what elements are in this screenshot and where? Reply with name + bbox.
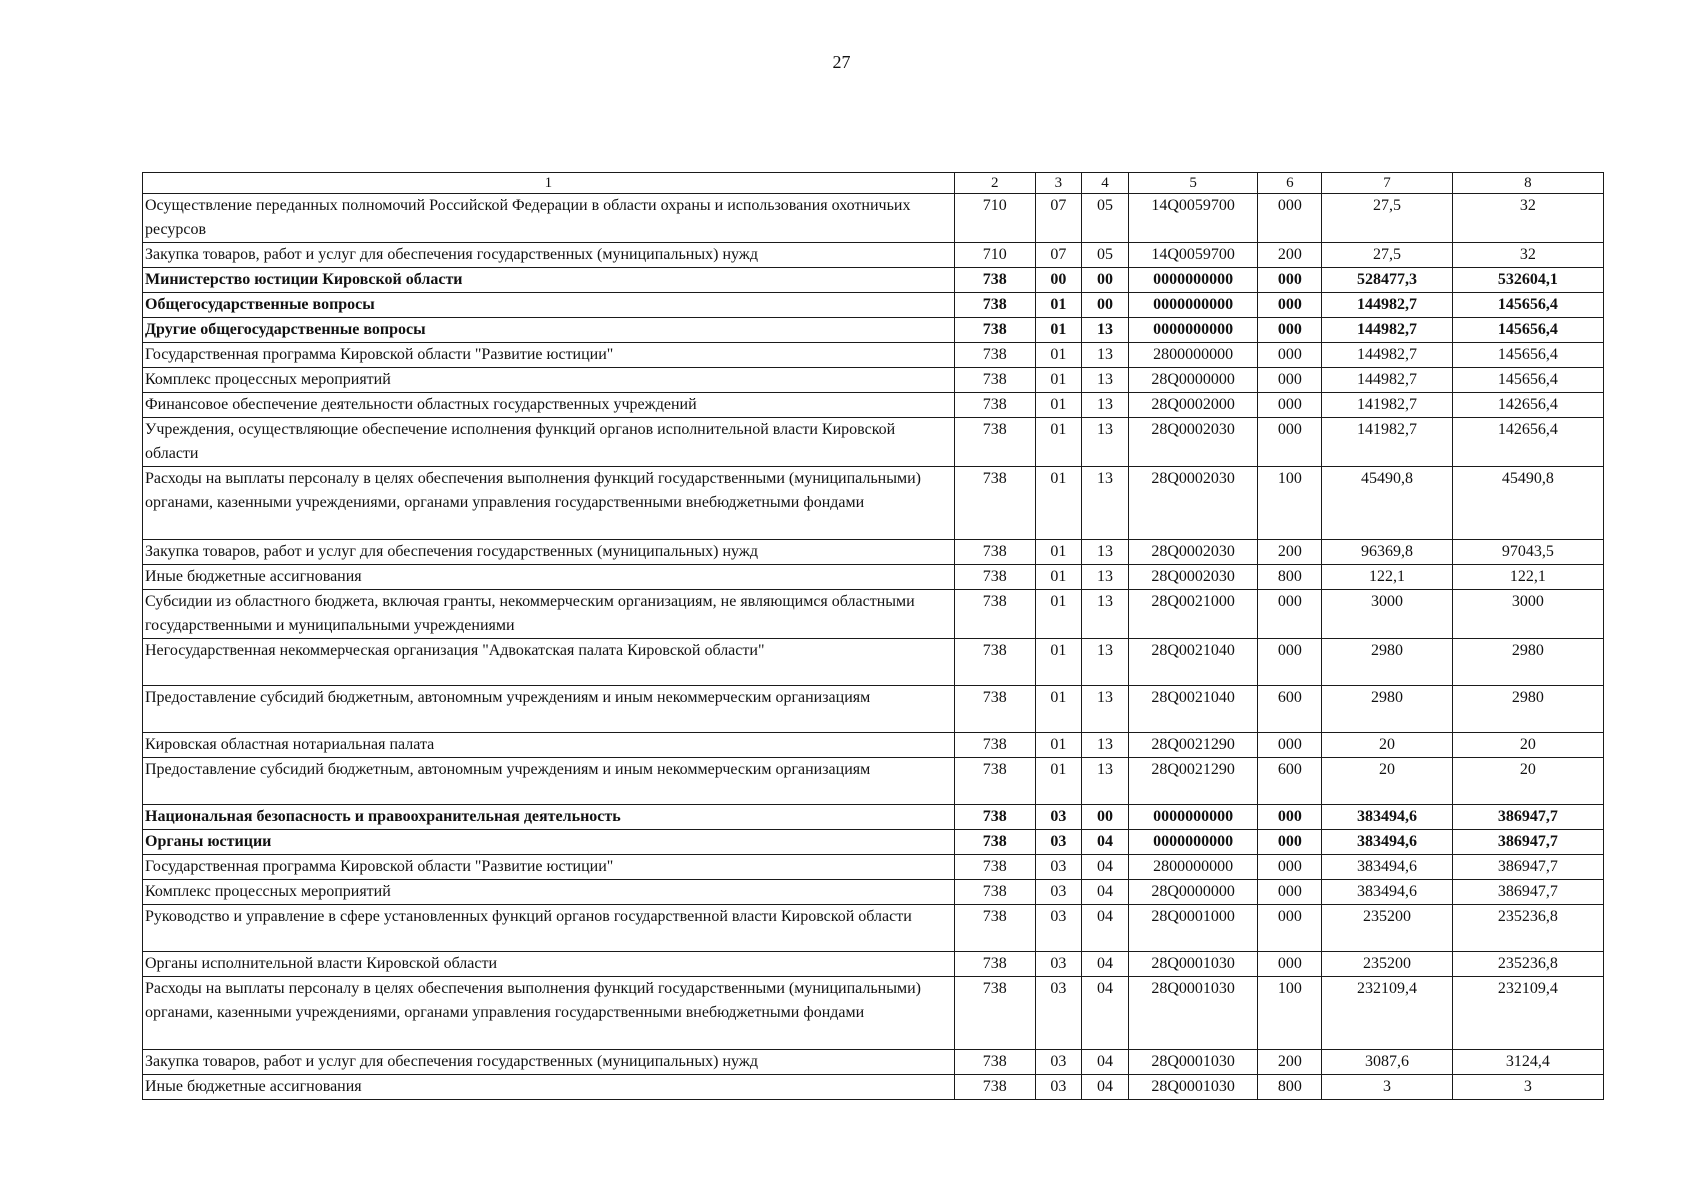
- row-value-cell: 0000000000: [1129, 830, 1258, 855]
- row-name-cell: Закупка товаров, работ и услуг для обеспечения государственных (муниципальных) нужд: [143, 540, 955, 565]
- row-name-cell: Осуществление переданных полномочий Российской Федерации в области охраны и использования охотничьих ресурсов: [143, 194, 955, 243]
- row-value-cell: 386947,7: [1452, 880, 1603, 905]
- row-value-cell: 145656,4: [1452, 293, 1603, 318]
- row-value-cell: 03: [1035, 855, 1081, 880]
- row-value-cell: 144982,7: [1322, 343, 1452, 368]
- row-value-cell: 01: [1035, 343, 1081, 368]
- row-name-cell: Субсидии из областного бюджета, включая гранты, некоммерческим организациям, не являющимся областными государственными и муниципальными учреждениями: [143, 590, 955, 639]
- row-value-cell: 01: [1035, 639, 1081, 686]
- row-value-cell: 28Q0021040: [1129, 639, 1258, 686]
- row-value-cell: 00: [1081, 268, 1128, 293]
- row-value-cell: 20: [1322, 733, 1452, 758]
- row-value-cell: 45490,8: [1452, 467, 1603, 540]
- table-row: [143, 418, 1604, 467]
- header-row: [143, 173, 1604, 194]
- row-value-cell: 27,5: [1322, 243, 1452, 268]
- table-row: [143, 952, 1604, 977]
- table-row: [143, 343, 1604, 368]
- row-name-cell: Общегосударственные вопросы: [143, 293, 955, 318]
- header-cell: 1: [143, 173, 955, 194]
- row-value-cell: 04: [1081, 830, 1128, 855]
- row-value-cell: 145656,4: [1452, 343, 1603, 368]
- row-value-cell: 01: [1035, 393, 1081, 418]
- row-value-cell: 13: [1081, 343, 1128, 368]
- row-value-cell: 01: [1035, 590, 1081, 639]
- row-value-cell: 122,1: [1452, 565, 1603, 590]
- table-row: [143, 1050, 1604, 1075]
- row-value-cell: 738: [954, 830, 1035, 855]
- table-row: [143, 1075, 1604, 1100]
- row-name-cell: Предоставление субсидий бюджетным, автономным учреждениям и иным некоммерческим организациям: [143, 758, 955, 805]
- row-value-cell: 28Q0021000: [1129, 590, 1258, 639]
- table-row: [143, 686, 1604, 733]
- table-row: [143, 880, 1604, 905]
- row-value-cell: 03: [1035, 1050, 1081, 1075]
- row-value-cell: 14Q0059700: [1129, 243, 1258, 268]
- header-cell: 3: [1035, 173, 1081, 194]
- row-value-cell: 232109,4: [1452, 977, 1603, 1050]
- row-value-cell: 01: [1035, 318, 1081, 343]
- row-value-cell: 383494,6: [1322, 880, 1452, 905]
- row-value-cell: 13: [1081, 733, 1128, 758]
- row-value-cell: 20: [1322, 758, 1452, 805]
- row-value-cell: 28Q0000000: [1129, 880, 1258, 905]
- row-value-cell: 45490,8: [1322, 467, 1452, 540]
- row-value-cell: 00: [1081, 293, 1128, 318]
- row-value-cell: 383494,6: [1322, 805, 1452, 830]
- row-value-cell: 32: [1452, 194, 1603, 243]
- row-value-cell: 28Q0021290: [1129, 758, 1258, 805]
- row-value-cell: 00: [1081, 805, 1128, 830]
- row-name-cell: Государственная программа Кировской области "Развитие юстиции": [143, 343, 955, 368]
- header-cell: 5: [1129, 173, 1258, 194]
- row-value-cell: 738: [954, 905, 1035, 952]
- row-value-cell: 738: [954, 977, 1035, 1050]
- row-value-cell: 738: [954, 393, 1035, 418]
- row-value-cell: 000: [1258, 194, 1322, 243]
- row-value-cell: 04: [1081, 880, 1128, 905]
- row-value-cell: 13: [1081, 590, 1128, 639]
- row-value-cell: 01: [1035, 293, 1081, 318]
- row-value-cell: 03: [1035, 830, 1081, 855]
- row-value-cell: 28Q0021290: [1129, 733, 1258, 758]
- header-cell: 2: [954, 173, 1035, 194]
- row-value-cell: 235200: [1322, 905, 1452, 952]
- row-value-cell: 01: [1035, 686, 1081, 733]
- row-value-cell: 28Q0002030: [1129, 540, 1258, 565]
- row-name-cell: Учреждения, осуществляющие обеспечение исполнения функций органов исполнительной власти Кировской области: [143, 418, 955, 467]
- row-value-cell: 13: [1081, 368, 1128, 393]
- row-value-cell: 03: [1035, 905, 1081, 952]
- row-value-cell: 235236,8: [1452, 952, 1603, 977]
- row-name-cell: Кировская областная нотариальная палата: [143, 733, 955, 758]
- row-value-cell: 800: [1258, 1075, 1322, 1100]
- row-value-cell: 000: [1258, 830, 1322, 855]
- row-value-cell: 000: [1258, 318, 1322, 343]
- row-value-cell: 738: [954, 733, 1035, 758]
- row-value-cell: 383494,6: [1322, 830, 1452, 855]
- row-value-cell: 3000: [1452, 590, 1603, 639]
- row-name-cell: Государственная программа Кировской области "Развитие юстиции": [143, 855, 955, 880]
- row-value-cell: 2980: [1322, 639, 1452, 686]
- row-value-cell: 28Q0001030: [1129, 1050, 1258, 1075]
- row-value-cell: 13: [1081, 686, 1128, 733]
- row-value-cell: 20: [1452, 758, 1603, 805]
- header-cell: 8: [1452, 173, 1603, 194]
- row-name-cell: Другие общегосударственные вопросы: [143, 318, 955, 343]
- row-value-cell: 0000000000: [1129, 318, 1258, 343]
- row-value-cell: 28Q0001030: [1129, 952, 1258, 977]
- row-value-cell: 528477,3: [1322, 268, 1452, 293]
- row-value-cell: 04: [1081, 1075, 1128, 1100]
- row-value-cell: 738: [954, 1050, 1035, 1075]
- row-name-cell: Органы юстиции: [143, 830, 955, 855]
- row-value-cell: 738: [954, 686, 1035, 733]
- row-value-cell: 3124,4: [1452, 1050, 1603, 1075]
- row-value-cell: 2980: [1322, 686, 1452, 733]
- row-value-cell: 000: [1258, 418, 1322, 467]
- row-value-cell: 3087,6: [1322, 1050, 1452, 1075]
- row-value-cell: 01: [1035, 418, 1081, 467]
- row-value-cell: 235236,8: [1452, 905, 1603, 952]
- row-value-cell: 04: [1081, 952, 1128, 977]
- table-row: [143, 393, 1604, 418]
- row-value-cell: 000: [1258, 805, 1322, 830]
- row-value-cell: 04: [1081, 905, 1128, 952]
- row-value-cell: 383494,6: [1322, 855, 1452, 880]
- row-value-cell: 200: [1258, 1050, 1322, 1075]
- row-value-cell: 03: [1035, 952, 1081, 977]
- row-value-cell: 710: [954, 243, 1035, 268]
- row-value-cell: 01: [1035, 733, 1081, 758]
- row-name-cell: Закупка товаров, работ и услуг для обеспечения государственных (муниципальных) нужд: [143, 243, 955, 268]
- row-value-cell: 13: [1081, 758, 1128, 805]
- page-number: 27: [832, 52, 851, 72]
- row-value-cell: 97043,5: [1452, 540, 1603, 565]
- row-value-cell: 738: [954, 855, 1035, 880]
- table-row: [143, 293, 1604, 318]
- row-value-cell: 232109,4: [1322, 977, 1452, 1050]
- row-value-cell: 100: [1258, 977, 1322, 1050]
- row-value-cell: 32: [1452, 243, 1603, 268]
- row-value-cell: 738: [954, 268, 1035, 293]
- row-value-cell: 000: [1258, 639, 1322, 686]
- table-row: [143, 194, 1604, 243]
- row-value-cell: 27,5: [1322, 194, 1452, 243]
- row-value-cell: 000: [1258, 905, 1322, 952]
- table-row: [143, 368, 1604, 393]
- table-row: [143, 565, 1604, 590]
- table-row: [143, 977, 1604, 1050]
- row-name-cell: Министерство юстиции Кировской области: [143, 268, 955, 293]
- row-value-cell: 04: [1081, 977, 1128, 1050]
- row-value-cell: 800: [1258, 565, 1322, 590]
- row-value-cell: 28Q0002030: [1129, 467, 1258, 540]
- table-row: [143, 905, 1604, 952]
- budget-table: [142, 172, 1604, 1100]
- row-value-cell: 96369,8: [1322, 540, 1452, 565]
- row-name-cell: Руководство и управление в сфере установленных функций органов государственной власти Кировской области: [143, 905, 955, 952]
- row-value-cell: 05: [1081, 243, 1128, 268]
- row-value-cell: 738: [954, 590, 1035, 639]
- row-value-cell: 142656,4: [1452, 393, 1603, 418]
- row-value-cell: 738: [954, 293, 1035, 318]
- row-value-cell: 2800000000: [1129, 343, 1258, 368]
- row-value-cell: 145656,4: [1452, 318, 1603, 343]
- table-row: [143, 318, 1604, 343]
- row-value-cell: 0000000000: [1129, 268, 1258, 293]
- row-value-cell: 13: [1081, 639, 1128, 686]
- row-value-cell: 141982,7: [1322, 418, 1452, 467]
- header-cell: 6: [1258, 173, 1322, 194]
- row-value-cell: 386947,7: [1452, 830, 1603, 855]
- row-value-cell: 2980: [1452, 639, 1603, 686]
- row-value-cell: 532604,1: [1452, 268, 1603, 293]
- table-body: [143, 194, 1604, 1100]
- row-value-cell: 3: [1452, 1075, 1603, 1100]
- row-name-cell: Комплекс процессных мероприятий: [143, 368, 955, 393]
- row-value-cell: 04: [1081, 855, 1128, 880]
- row-value-cell: 386947,7: [1452, 855, 1603, 880]
- row-value-cell: 00: [1035, 268, 1081, 293]
- row-value-cell: 2980: [1452, 686, 1603, 733]
- row-value-cell: 100: [1258, 467, 1322, 540]
- row-value-cell: 28Q0002030: [1129, 565, 1258, 590]
- table-row: [143, 243, 1604, 268]
- row-value-cell: 000: [1258, 393, 1322, 418]
- row-value-cell: 000: [1258, 268, 1322, 293]
- row-value-cell: 738: [954, 758, 1035, 805]
- row-value-cell: 0000000000: [1129, 805, 1258, 830]
- row-value-cell: 738: [954, 318, 1035, 343]
- row-value-cell: 07: [1035, 243, 1081, 268]
- row-value-cell: 144982,7: [1322, 368, 1452, 393]
- row-value-cell: 738: [954, 880, 1035, 905]
- table-row: [143, 540, 1604, 565]
- row-value-cell: 386947,7: [1452, 805, 1603, 830]
- table-row: [143, 590, 1604, 639]
- row-value-cell: 13: [1081, 393, 1128, 418]
- row-value-cell: 01: [1035, 758, 1081, 805]
- row-name-cell: Иные бюджетные ассигнования: [143, 1075, 955, 1100]
- row-value-cell: 000: [1258, 293, 1322, 318]
- row-value-cell: 13: [1081, 565, 1128, 590]
- row-name-cell: Национальная безопасность и правоохранительная деятельность: [143, 805, 955, 830]
- row-value-cell: 01: [1035, 540, 1081, 565]
- row-value-cell: 03: [1035, 880, 1081, 905]
- table-row: [143, 733, 1604, 758]
- row-value-cell: 600: [1258, 686, 1322, 733]
- row-name-cell: Закупка товаров, работ и услуг для обеспечения государственных (муниципальных) нужд: [143, 1050, 955, 1075]
- table-row: [143, 467, 1604, 540]
- table-row: [143, 805, 1604, 830]
- row-value-cell: 3000: [1322, 590, 1452, 639]
- row-value-cell: 28Q0021040: [1129, 686, 1258, 733]
- row-value-cell: 738: [954, 805, 1035, 830]
- row-value-cell: 235200: [1322, 952, 1452, 977]
- row-value-cell: 144982,7: [1322, 318, 1452, 343]
- row-value-cell: 142656,4: [1452, 418, 1603, 467]
- table-row: [143, 855, 1604, 880]
- row-value-cell: 03: [1035, 1075, 1081, 1100]
- row-name-cell: Предоставление субсидий бюджетным, автономным учреждениям и иным некоммерческим организациям: [143, 686, 955, 733]
- row-name-cell: Финансовое обеспечение деятельности областных государственных учреждений: [143, 393, 955, 418]
- row-name-cell: Иные бюджетные ассигнования: [143, 565, 955, 590]
- row-value-cell: 000: [1258, 855, 1322, 880]
- row-value-cell: 738: [954, 368, 1035, 393]
- row-name-cell: Расходы на выплаты персоналу в целях обеспечения выполнения функций государственными (муниципальными) органами, казенными учреждениями, органами управления государственными внебюджетными фондами: [143, 467, 955, 540]
- row-value-cell: 738: [954, 467, 1035, 540]
- table-row: [143, 830, 1604, 855]
- row-value-cell: 20: [1452, 733, 1603, 758]
- row-value-cell: 13: [1081, 318, 1128, 343]
- row-value-cell: 13: [1081, 540, 1128, 565]
- row-name-cell: Органы исполнительной власти Кировской области: [143, 952, 955, 977]
- row-value-cell: 000: [1258, 880, 1322, 905]
- row-value-cell: 200: [1258, 540, 1322, 565]
- row-value-cell: 141982,7: [1322, 393, 1452, 418]
- table-row: [143, 268, 1604, 293]
- table-row: [143, 758, 1604, 805]
- row-value-cell: 03: [1035, 805, 1081, 830]
- header-cell: 7: [1322, 173, 1452, 194]
- row-value-cell: 28Q0001030: [1129, 1075, 1258, 1100]
- row-value-cell: 738: [954, 418, 1035, 467]
- row-value-cell: 28Q0002030: [1129, 418, 1258, 467]
- row-value-cell: 07: [1035, 194, 1081, 243]
- row-name-cell: Негосударственная некоммерческая организация "Адвокатская палата Кировской области": [143, 639, 955, 686]
- row-value-cell: 738: [954, 343, 1035, 368]
- row-value-cell: 738: [954, 952, 1035, 977]
- row-value-cell: 04: [1081, 1050, 1128, 1075]
- row-value-cell: 738: [954, 639, 1035, 686]
- row-value-cell: 738: [954, 540, 1035, 565]
- row-value-cell: 3: [1322, 1075, 1452, 1100]
- row-value-cell: 600: [1258, 758, 1322, 805]
- row-value-cell: 03: [1035, 977, 1081, 1050]
- row-value-cell: 000: [1258, 952, 1322, 977]
- row-value-cell: 738: [954, 1075, 1035, 1100]
- row-name-cell: Комплекс процессных мероприятий: [143, 880, 955, 905]
- table-row: [143, 639, 1604, 686]
- row-value-cell: 122,1: [1322, 565, 1452, 590]
- row-value-cell: 000: [1258, 343, 1322, 368]
- row-value-cell: 13: [1081, 467, 1128, 540]
- row-value-cell: 01: [1035, 368, 1081, 393]
- row-value-cell: 01: [1035, 467, 1081, 540]
- row-value-cell: 13: [1081, 418, 1128, 467]
- row-value-cell: 000: [1258, 368, 1322, 393]
- row-value-cell: 738: [954, 565, 1035, 590]
- row-value-cell: 14Q0059700: [1129, 194, 1258, 243]
- row-value-cell: 0000000000: [1129, 293, 1258, 318]
- header-cell: 4: [1081, 173, 1128, 194]
- row-value-cell: 05: [1081, 194, 1128, 243]
- row-value-cell: 144982,7: [1322, 293, 1452, 318]
- row-value-cell: 28Q0000000: [1129, 368, 1258, 393]
- row-name-cell: Расходы на выплаты персоналу в целях обеспечения выполнения функций государственными (муниципальными) органами, казенными учреждениями, органами управления государственными внебюджетными фондами: [143, 977, 955, 1050]
- row-value-cell: 000: [1258, 733, 1322, 758]
- row-value-cell: 710: [954, 194, 1035, 243]
- row-value-cell: 01: [1035, 565, 1081, 590]
- row-value-cell: 28Q0001000: [1129, 905, 1258, 952]
- row-value-cell: 2800000000: [1129, 855, 1258, 880]
- row-value-cell: 200: [1258, 243, 1322, 268]
- row-value-cell: 28Q0002000: [1129, 393, 1258, 418]
- row-value-cell: 28Q0001030: [1129, 977, 1258, 1050]
- row-value-cell: 145656,4: [1452, 368, 1603, 393]
- row-value-cell: 000: [1258, 590, 1322, 639]
